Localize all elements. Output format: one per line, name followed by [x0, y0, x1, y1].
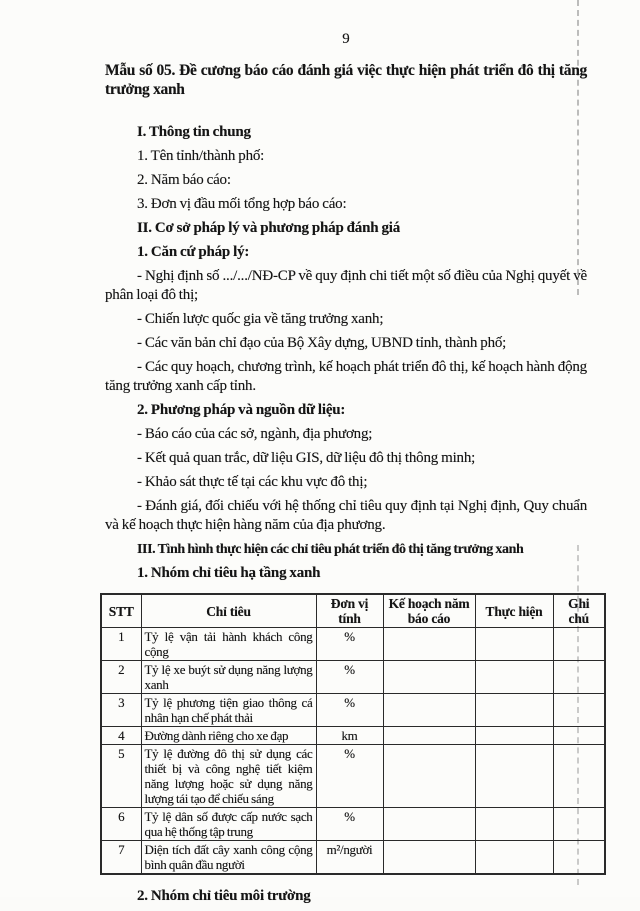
table-row: [101, 841, 605, 875]
table-row: [101, 727, 605, 745]
indicator-table-body: [101, 628, 605, 875]
legal-basis-heading: 1. Căn cứ pháp lý:: [137, 244, 250, 260]
cell-ke-hoach-nam-bao-cao: [383, 841, 475, 875]
cell-don-vi-tinh: %: [316, 661, 383, 694]
methods-bullet: - Báo cáo của các sở, ngành, địa phương;: [137, 426, 373, 442]
cell-chi-tieu: Tỷ lệ dân số được cấp nước sạch qua hệ thống tập trung: [141, 808, 316, 841]
info-item: 1. Tên tỉnh/thành phố:: [137, 148, 265, 164]
cell-stt: 2: [101, 661, 141, 694]
indicator-table: [100, 593, 606, 875]
cell-don-vi-tinh: %: [316, 745, 383, 808]
cell-ghi-chu: [553, 808, 605, 841]
header-stt: STT: [101, 594, 141, 628]
cell-thuc-hien: [475, 745, 553, 808]
table-row: [101, 628, 605, 661]
cell-chi-tieu: Tỷ lệ phương tiện giao thông cá nhân hạn chế phát thải: [141, 694, 316, 727]
cell-thuc-hien: [475, 694, 553, 727]
section-info-heading: I. Thông tin chung: [137, 124, 251, 140]
cell-ghi-chu: [553, 694, 605, 727]
cell-ghi-chu: [553, 661, 605, 694]
legal-basis-bullet: - Nghị định số .../.../NĐ-CP về quy định chi tiết một số điều của Nghị quyết về phân loại đô thị;: [105, 268, 587, 303]
cell-ghi-chu: [553, 745, 605, 808]
cell-ke-hoach-nam-bao-cao: [383, 628, 475, 661]
page-number: 9: [342, 31, 350, 47]
cell-don-vi-tinh: %: [316, 808, 383, 841]
cell-don-vi-tinh: %: [316, 694, 383, 727]
cell-thuc-hien: [475, 841, 553, 875]
cell-thuc-hien: [475, 808, 553, 841]
section-info-items: [105, 147, 587, 214]
header-chi-tieu: Chỉ tiêu: [141, 594, 316, 628]
cell-stt: 1: [101, 628, 141, 661]
group1-heading: 1. Nhóm chỉ tiêu hạ tầng xanh: [137, 565, 321, 581]
section-implementation-heading: III. Tình hình thực hiện các chỉ tiêu phát triển đô thị tăng trưởng xanh: [137, 542, 524, 557]
cell-ke-hoach-nam-bao-cao: [383, 661, 475, 694]
cell-stt: 3: [101, 694, 141, 727]
table-row: [101, 694, 605, 727]
document-content: [105, 0, 590, 911]
cell-thuc-hien: [475, 727, 553, 745]
cell-ghi-chu: [553, 628, 605, 661]
table-header-row: [101, 594, 605, 628]
cell-don-vi-tinh: km: [316, 727, 383, 745]
header-ke-hoach-nam-bao-cao: Kế hoạch năm báo cáo: [383, 594, 475, 628]
document-title: Mẫu số 05. Đề cương báo cáo đánh giá việc thực hiện phát triển đô thị tăng trưởng xanh: [105, 62, 587, 98]
legal-basis-bullet: - Các quy hoạch, chương trình, kế hoạch phát triển đô thị, kế hoạch hành động tăng trưởng xanh cấp tỉnh.: [105, 359, 587, 394]
info-item: 2. Năm báo cáo:: [137, 172, 231, 188]
info-item: 3. Đơn vị đầu mối tổng hợp báo cáo:: [137, 196, 347, 212]
cell-chi-tieu: Tỷ lệ vận tải hành khách công cộng: [141, 628, 316, 661]
cell-ke-hoach-nam-bao-cao: [383, 808, 475, 841]
header-ghi-chu: Ghi chú: [553, 594, 605, 628]
cell-ghi-chu: [553, 727, 605, 745]
cell-chi-tieu: Tỷ lệ đường đô thị sử dụng các thiết bị và công nghệ tiết kiệm năng lượng hoặc sử dụng năng lượng tái tạo để chiếu sáng: [141, 745, 316, 808]
cell-stt: 6: [101, 808, 141, 841]
cell-ke-hoach-nam-bao-cao: [383, 694, 475, 727]
cell-stt: 7: [101, 841, 141, 875]
cell-chi-tieu: Tỷ lệ xe buýt sử dụng năng lượng xanh: [141, 661, 316, 694]
methods-bullet: - Khảo sát thực tế tại các khu vực đô thị;: [137, 474, 368, 490]
methods-heading: 2. Phương pháp và nguồn dữ liệu:: [137, 402, 346, 418]
section-legal-heading: II. Cơ sở pháp lý và phương pháp đánh giá: [137, 220, 401, 236]
legal-basis-bullet: - Các văn bản chỉ đạo của Bộ Xây dựng, UBND tỉnh, thành phố;: [137, 335, 507, 351]
cell-thuc-hien: [475, 628, 553, 661]
cell-don-vi-tinh: %: [316, 628, 383, 661]
cell-chi-tieu: Đường dành riêng cho xe đạp: [141, 727, 316, 745]
group2-heading: 2. Nhóm chỉ tiêu môi trường: [137, 888, 311, 904]
methods-bullet: - Kết quả quan trắc, dữ liệu GIS, dữ liệu đô thị thông minh;: [137, 450, 476, 466]
cell-ghi-chu: [553, 841, 605, 875]
cell-thuc-hien: [475, 661, 553, 694]
table-row: [101, 808, 605, 841]
methods-bullets: [105, 425, 587, 535]
header-thuc-hien: Thực hiện: [475, 594, 553, 628]
cell-ke-hoach-nam-bao-cao: [383, 727, 475, 745]
table-row: [101, 661, 605, 694]
legal-basis-bullets: [105, 267, 587, 396]
header-don-vi-tinh: Đơn vị tính: [316, 594, 383, 628]
cell-ke-hoach-nam-bao-cao: [383, 745, 475, 808]
cell-stt: 5: [101, 745, 141, 808]
table-row: [101, 745, 605, 808]
cell-chi-tieu: Diện tích đất cây xanh công cộng bình quân đầu người: [141, 841, 316, 875]
cell-stt: 4: [101, 727, 141, 745]
methods-bullet: - Đánh giá, đối chiếu với hệ thống chỉ tiêu quy định tại Nghị định, Quy chuẩn và kế hoạch thực hiện hàng năm của địa phương.: [105, 498, 587, 533]
legal-basis-bullet: - Chiến lược quốc gia về tăng trưởng xanh;: [137, 311, 384, 327]
cell-don-vi-tinh: m²/người: [316, 841, 383, 875]
